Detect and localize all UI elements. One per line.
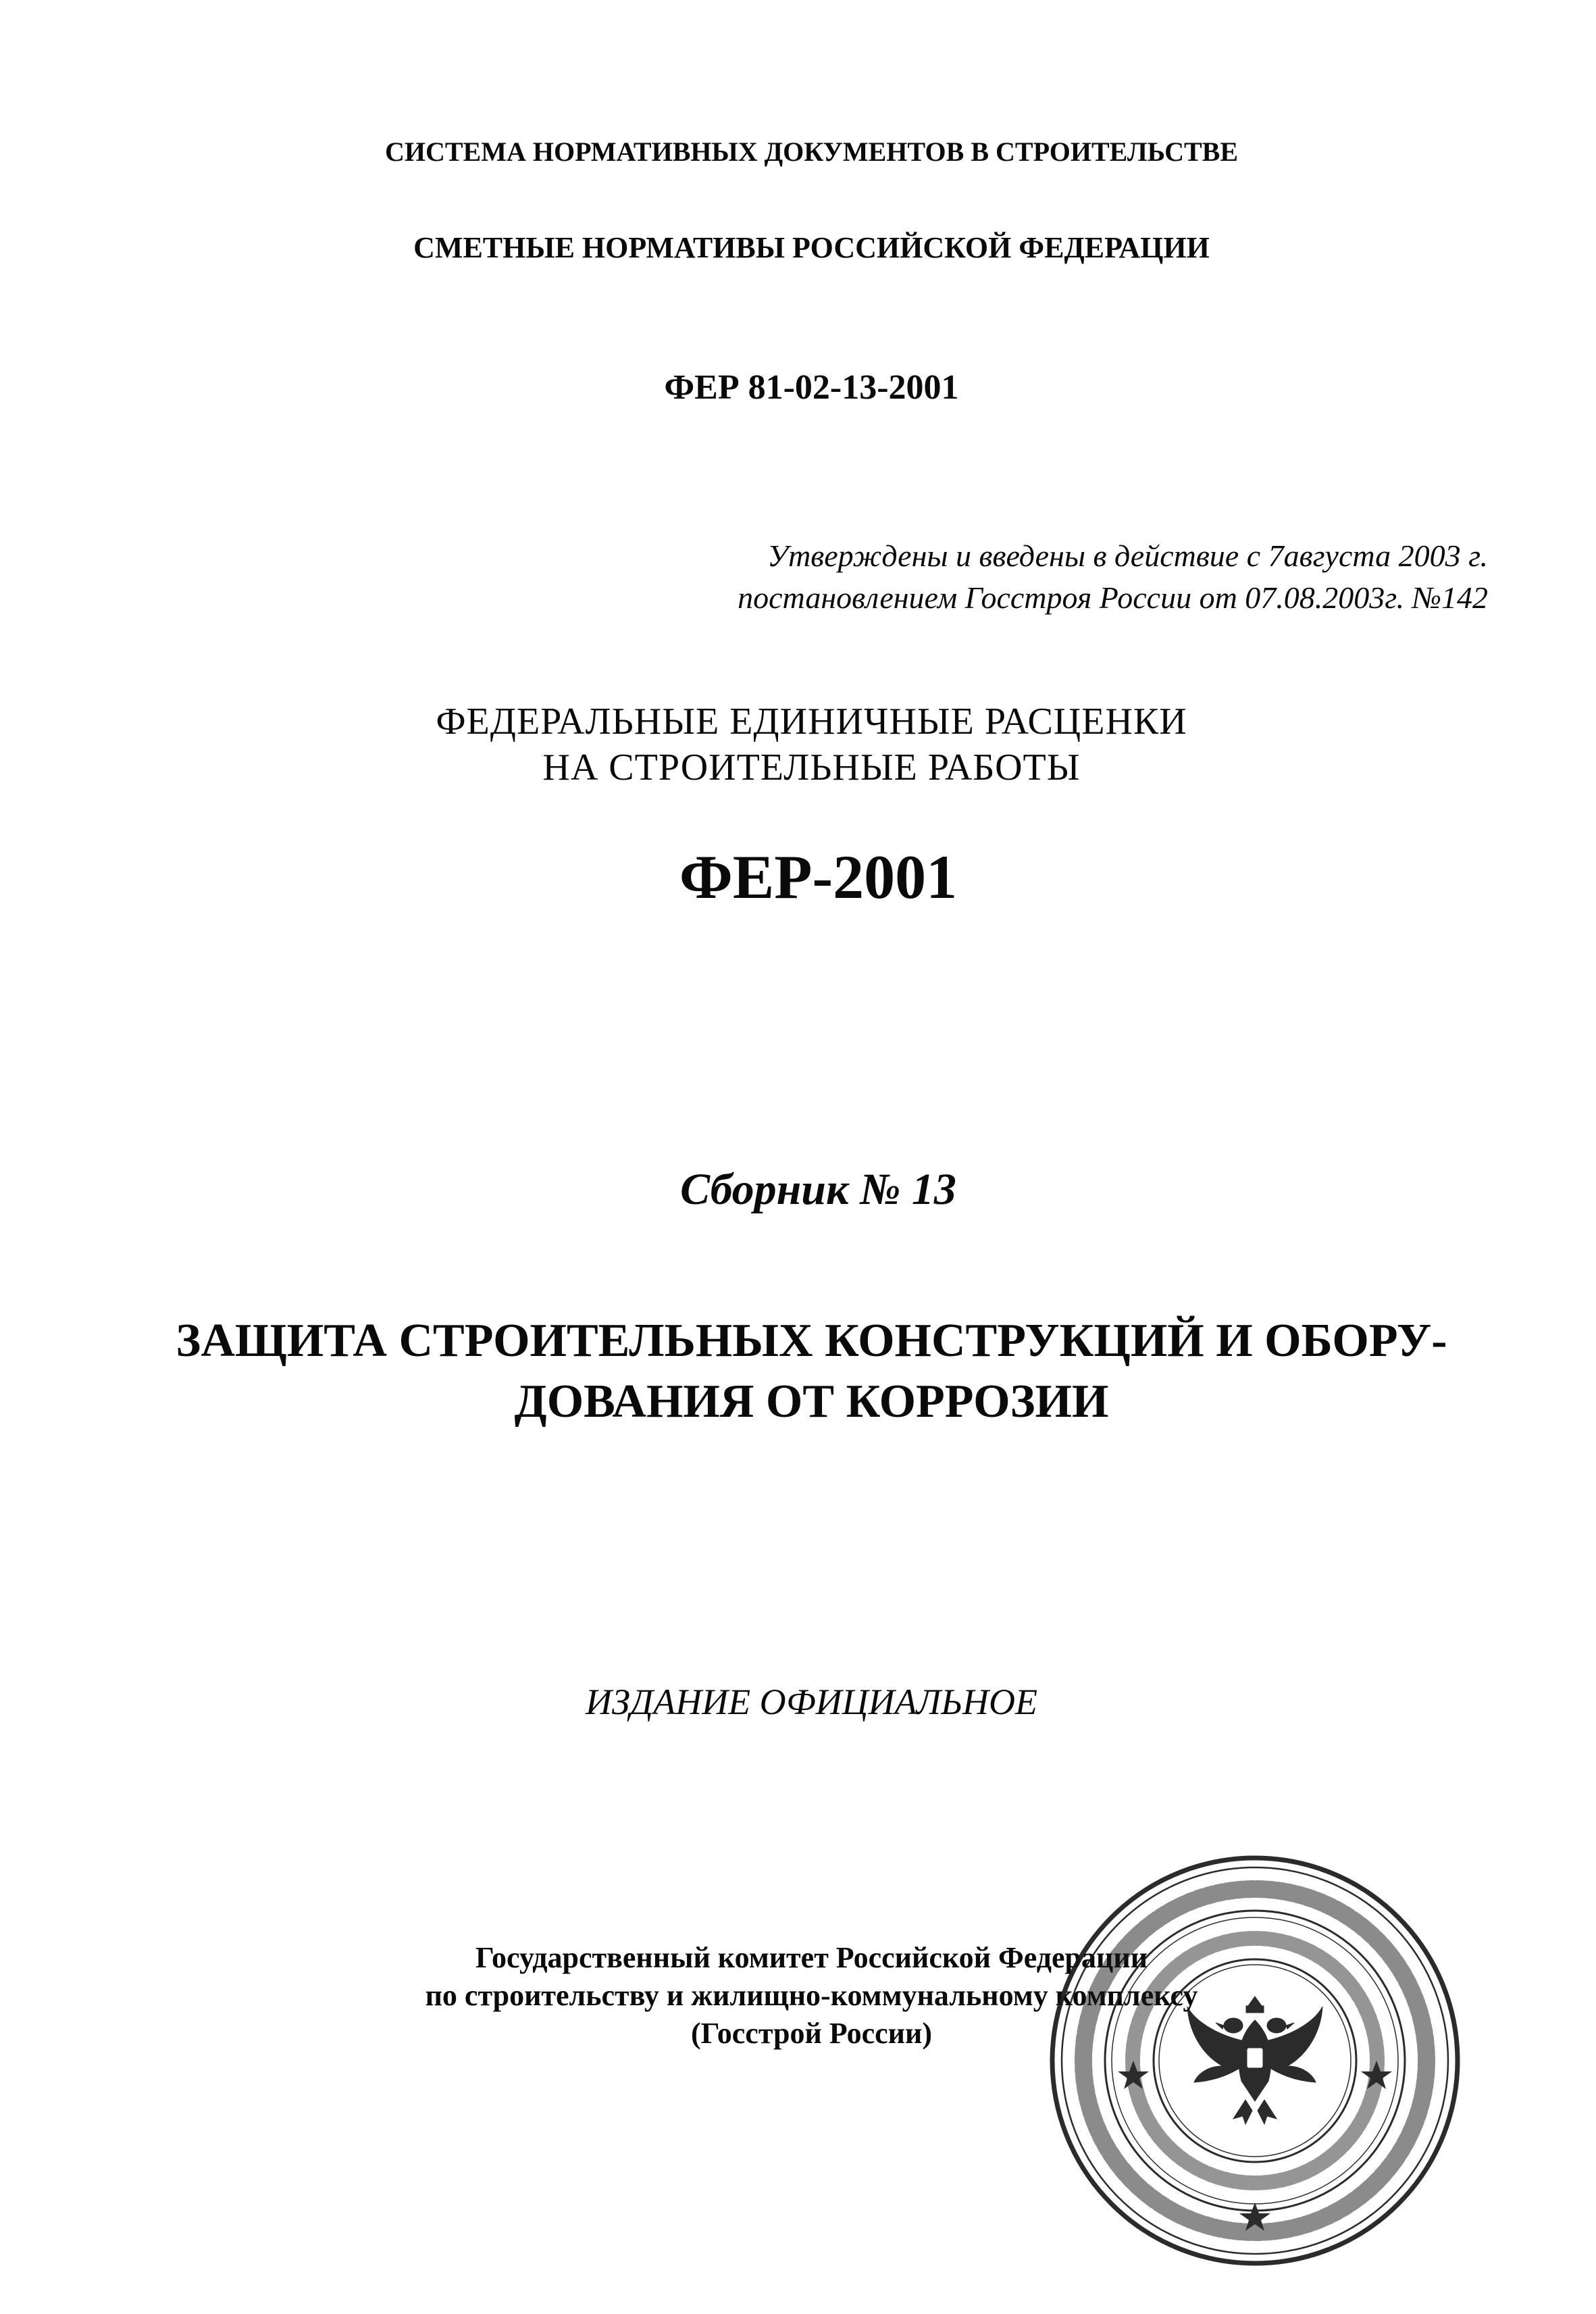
edition-label: ИЗДАНИЕ ОФИЦИАЛЬНОЕ (586, 1682, 1037, 1722)
approval-line-1: Утверждены и введены в действие с 7августа 2003 г. (767, 538, 1488, 573)
subject-title-line-2: ДОВАНИЯ ОТ КОРРОЗИИ (514, 1376, 1109, 1428)
rates-code: ФЕР-2001 (679, 842, 958, 911)
rates-title-line-1: ФЕДЕРАЛЬНЫЕ ЕДИНИЧНЫЕ РАСЦЕНКИ (436, 701, 1187, 743)
document-code: ФЕР 81-02-13-2001 (664, 368, 959, 407)
approval-line-2: постановлением Госстроя России от 07.08.2003г. №142 (738, 580, 1488, 615)
rates-title-line-2: НА СТРОИТЕЛЬНЫЕ РАБОТЫ (542, 747, 1081, 788)
issuer-line-2: по строительству и жилищно-коммунальному комплексу (425, 1979, 1198, 2012)
system-title: СИСТЕМА НОРМАТИВНЫХ ДОКУМЕНТОВ В СТРОИТЕЛЬСТВЕ (384, 136, 1239, 167)
official-round-seal-icon (1046, 1851, 1464, 2270)
norms-title: СМЕТНЫЕ НОРМАТИВЫ РОССИЙСКОЙ ФЕДЕРАЦИИ (413, 231, 1210, 264)
subject-title-line-1: ЗАЩИТА СТРОИТЕЛЬНЫХ КОНСТРУКЦИЙ И ОБОРУ- (176, 1315, 1447, 1367)
issuer-line-3: (Госстрой России) (690, 2017, 932, 2050)
collection-number: Сборник № 13 (680, 1165, 956, 1214)
issuer-line-1: Государственный комитет Российской Федерации (475, 1941, 1148, 1974)
